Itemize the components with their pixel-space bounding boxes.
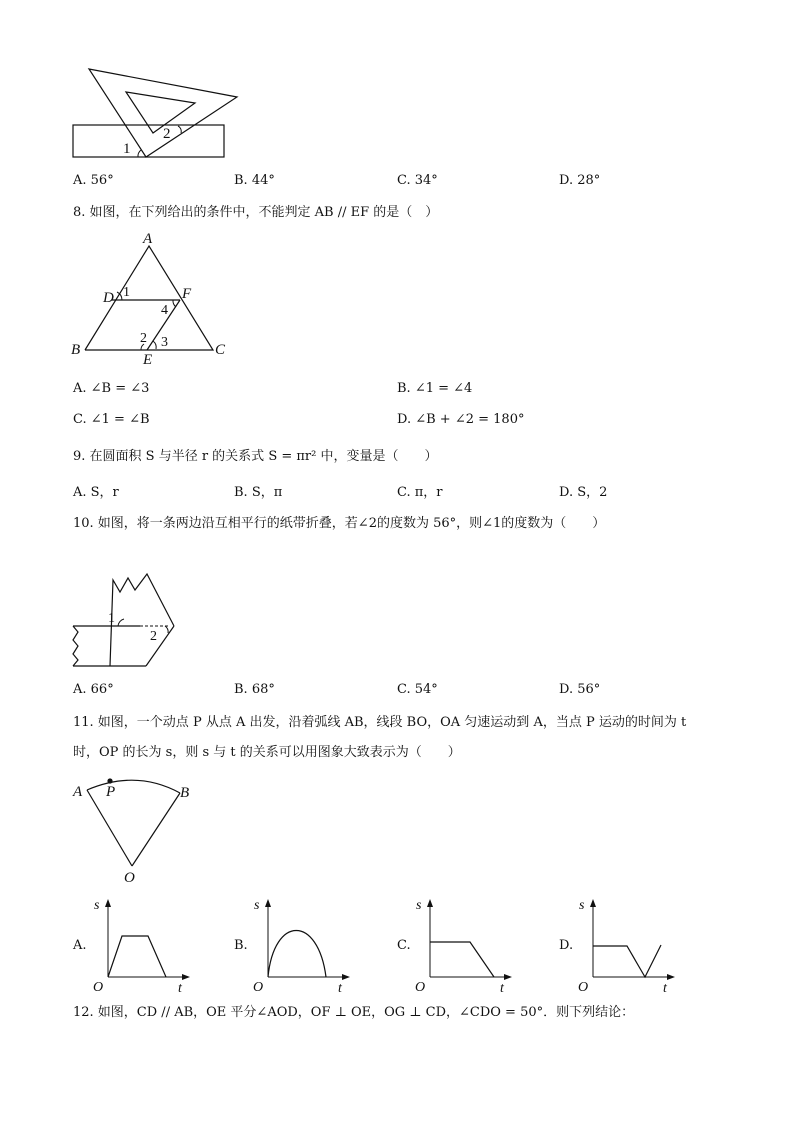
q9-option-a: A. S，r xyxy=(73,485,119,500)
q7-ruler xyxy=(73,125,224,157)
q11-graph-b-t: t xyxy=(338,981,342,996)
q10-folded-part xyxy=(110,574,174,666)
q7-option-b: B. 44° xyxy=(234,173,275,188)
q11-graph-b xyxy=(252,893,362,996)
q11-option-a: A. xyxy=(73,938,87,953)
q8-option-d: D. ∠B + ∠2 = 180° xyxy=(397,412,525,427)
q10-option-d: D. 56° xyxy=(559,682,601,697)
q11-graph-d-s: s xyxy=(579,898,585,913)
q8-label-1: 1 xyxy=(123,285,130,300)
q8-stem: 8. 如图，在下列给出的条件中，不能判定 AB // EF 的是（ ） xyxy=(73,205,439,220)
q10-option-b: B. 68° xyxy=(234,682,275,697)
q11-graph-a-s: s xyxy=(94,898,100,913)
q11-sector-figure xyxy=(70,775,200,890)
q11-graph-a-t: t xyxy=(178,981,182,996)
q7-figure xyxy=(60,60,250,170)
q8-option-a: A. ∠B = ∠3 xyxy=(73,381,150,396)
q11-graph-b-o: O xyxy=(253,980,264,995)
q11-label-O: O xyxy=(124,870,135,886)
q10-strip-bottom xyxy=(73,626,78,666)
q10-option-c: C. 54° xyxy=(397,682,438,697)
q11-graph-d-t: t xyxy=(663,981,667,996)
q7-option-a: A. 56° xyxy=(73,173,114,188)
q11-stem-line2: 时，OP 的长为 s，则 s 与 t 的关系可以用图象大致表示为（ ） xyxy=(73,745,461,760)
q8-label-A: A xyxy=(143,231,153,247)
q11-graph-c-t: t xyxy=(500,981,504,996)
q11-label-B: B xyxy=(180,785,190,801)
q8-label-C: C xyxy=(215,342,226,358)
q9-option-b: B. S，π xyxy=(234,485,283,500)
q7-angle1-arc xyxy=(138,150,141,157)
q11-graph-d-o: O xyxy=(578,980,589,995)
q11-label-P: P xyxy=(106,784,116,800)
q9-stem: 9. 在圆面积 S 与半径 r 的关系式 S = πr² 中，变量是（ ） xyxy=(73,449,438,464)
q8-option-c: C. ∠1 = ∠B xyxy=(73,412,150,427)
q11-graph-b-s: s xyxy=(254,898,260,913)
q8-label-2: 2 xyxy=(140,331,147,346)
q7-option-c: C. 34° xyxy=(397,173,438,188)
q11-graph-a xyxy=(90,893,200,996)
q9-option-c: C. π，r xyxy=(397,485,443,500)
q8-label-4: 4 xyxy=(161,303,168,318)
q11-option-b: B. xyxy=(234,938,248,953)
q8-label-D: D xyxy=(103,290,114,306)
q11-option-c: C. xyxy=(397,938,411,953)
q7-label-2: 2 xyxy=(163,126,171,142)
q11-graph-c-o: O xyxy=(415,980,426,995)
q8-figure xyxy=(65,228,240,368)
q8-label-3: 3 xyxy=(161,335,168,350)
q11-graph-a-o: O xyxy=(93,980,104,995)
q11-stem-line1: 11. 如图，一个动点 P 从点 A 出发，沿着弧线 AB，线段 BO，OA 匀速运动到 A，当点 P 运动的时间为 t xyxy=(73,715,687,730)
q7-triangle-inner xyxy=(126,92,195,133)
q10-stem: 10. 如图，将一条两边沿互相平行的纸带折叠，若∠2的度数为 56°，则∠1的度数为（ ） xyxy=(73,516,606,531)
q7-angle2-arc xyxy=(178,126,181,133)
q11-graph-d xyxy=(577,893,687,996)
q10-option-a: A. 66° xyxy=(73,682,114,697)
q11-point-p xyxy=(107,778,112,783)
q11-graph-c xyxy=(414,893,524,996)
q11-label-A: A xyxy=(73,784,83,800)
q10-label-2: 2 xyxy=(150,629,157,644)
q7-option-d: D. 28° xyxy=(559,173,601,188)
q8-label-E: E xyxy=(143,352,153,368)
q11-option-d: D. xyxy=(559,938,574,953)
q8-label-B: B xyxy=(71,342,81,358)
q8-option-b: B. ∠1 = ∠4 xyxy=(397,381,473,396)
q10-label-1: 1 xyxy=(108,611,115,626)
q11-arc-ab xyxy=(87,780,180,793)
q10-figure xyxy=(68,570,183,670)
q7-triangle-outer xyxy=(89,69,237,157)
q12-stem: 12. 如图，CD // AB，OE 平分∠AOD，OF ⊥ OE，OG ⊥ CD，∠CDO = 50°．则下列结论： xyxy=(73,1005,635,1020)
q11-graph-c-s: s xyxy=(416,898,422,913)
q7-label-1: 1 xyxy=(123,141,131,157)
q9-option-d: D. S，2 xyxy=(559,485,608,500)
q8-label-F: F xyxy=(182,286,192,302)
